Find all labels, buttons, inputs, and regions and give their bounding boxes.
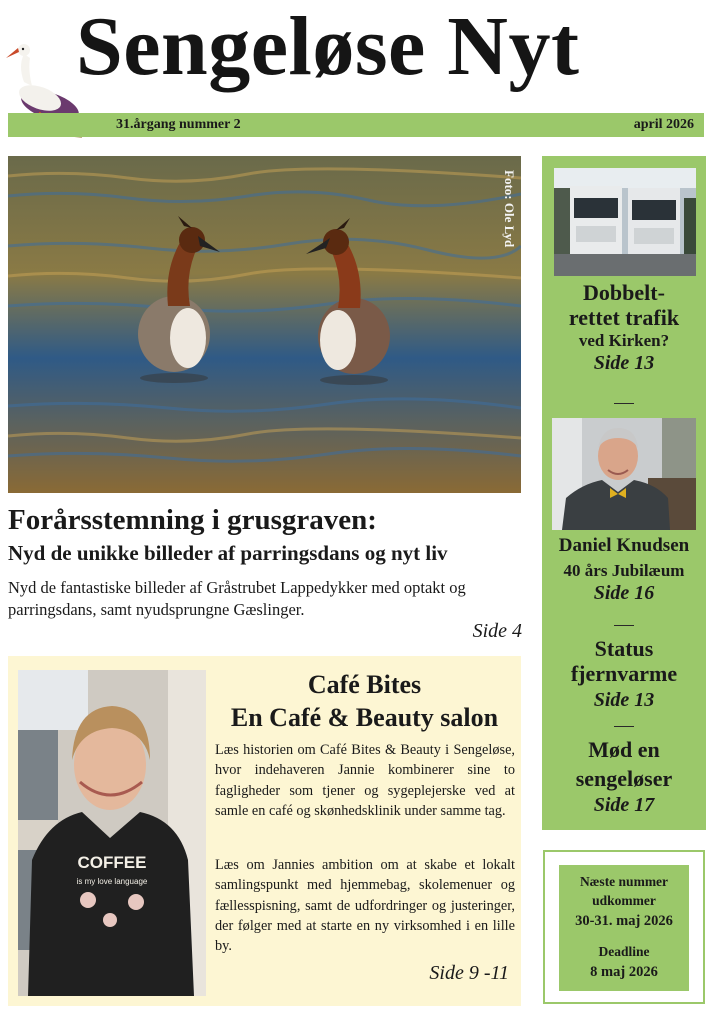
- shirt-print-sub: is my love language: [76, 877, 148, 886]
- cafe-feature: [8, 656, 521, 1006]
- sidebar-item-heating: [542, 636, 706, 712]
- cafe-paragraph-1: Læs historien om Café Bites & Beauty i Sengeløse, hvor indehaveren Jannie kombinerer sine to fagligheder som tjener og sygeplejerske ved at samle en café og skønhedsklinik under samme tag.: [215, 742, 515, 819]
- cafe-title: [208, 668, 521, 735]
- local-page-ref: Side 17: [593, 793, 655, 816]
- sidebar-item-local: [542, 737, 706, 817]
- heating-page-ref: Side 13: [593, 688, 655, 711]
- photo-credit: Foto: Ole Lyd: [502, 170, 517, 248]
- lead-photo: [8, 156, 521, 493]
- heating-line2: fjernvarme: [570, 661, 678, 687]
- cafe-title-line1: Café Bites: [307, 670, 422, 699]
- trucks-photo: [554, 168, 696, 276]
- issue-number: 31.årgang nummer 2: [116, 117, 241, 132]
- next-issue-date: 30-31. maj 2026: [575, 912, 673, 929]
- divider: [614, 726, 634, 727]
- traffic-line2: rettet trafik: [568, 305, 680, 331]
- jubilee-page-ref: Side 16: [593, 582, 655, 605]
- sidebar-item-traffic: [542, 280, 706, 375]
- traffic-line3: ved Kirken?: [578, 330, 670, 350]
- lead-body: Nyd de fantastiske billeder af Gråstrubet Lappedykker med optakt og parringsdans, samt nyudsprungne Gæslinger.: [8, 578, 466, 619]
- local-line1: Mød en: [588, 737, 660, 762]
- cafe-page-ref: Side 9 -11: [429, 962, 509, 984]
- cafe-owner-photo: [18, 670, 206, 996]
- masthead-title: Sengeløse Nyt: [76, 0, 580, 93]
- shirt-print: COFFEE: [77, 853, 147, 872]
- divider: [614, 625, 634, 626]
- issue-date: april 2026: [633, 117, 694, 132]
- lead-page-ref: Side 4: [472, 620, 522, 642]
- jubilee-line2: 40 års Jubilæum: [563, 560, 685, 580]
- divider: [614, 403, 634, 404]
- issue-bar: [8, 113, 704, 137]
- deadline-date: 8 maj 2026: [590, 963, 658, 980]
- next-issue-box: [543, 850, 705, 1004]
- deadline-label: Deadline: [598, 944, 650, 960]
- next-issue-line2: udkommer: [592, 892, 656, 908]
- cafe-paragraph-2: Læs om Jannies ambition om at skabe et lokalt samlingspunkt med hjemmebag, skolemenuer og fællesspisning, samt de udfordringer og justeringer, der følger med at starte en ny virksomhed i en lille by.: [215, 857, 515, 955]
- heating-line1: Status: [594, 636, 654, 661]
- sidebar: [542, 156, 706, 830]
- lead-headline: Forårsstemning i grusgraven:: [8, 504, 377, 536]
- traffic-line1: Dobbelt-: [583, 280, 665, 305]
- daniel-photo: [552, 418, 696, 530]
- traffic-page-ref: Side 13: [593, 352, 655, 375]
- sidebar-item-jubilee: [542, 535, 706, 605]
- next-issue-line1: Næste nummer: [579, 874, 669, 889]
- next-issue-panel: [559, 865, 689, 991]
- local-line2: sengeløser: [575, 766, 673, 792]
- cafe-title-line2: En Café & Beauty salon: [230, 703, 499, 733]
- jubilee-line1: Daniel Knudsen: [558, 535, 690, 556]
- lead-subheadline: Nyd de unikke billeder af parringsdans og nyt liv: [8, 541, 448, 565]
